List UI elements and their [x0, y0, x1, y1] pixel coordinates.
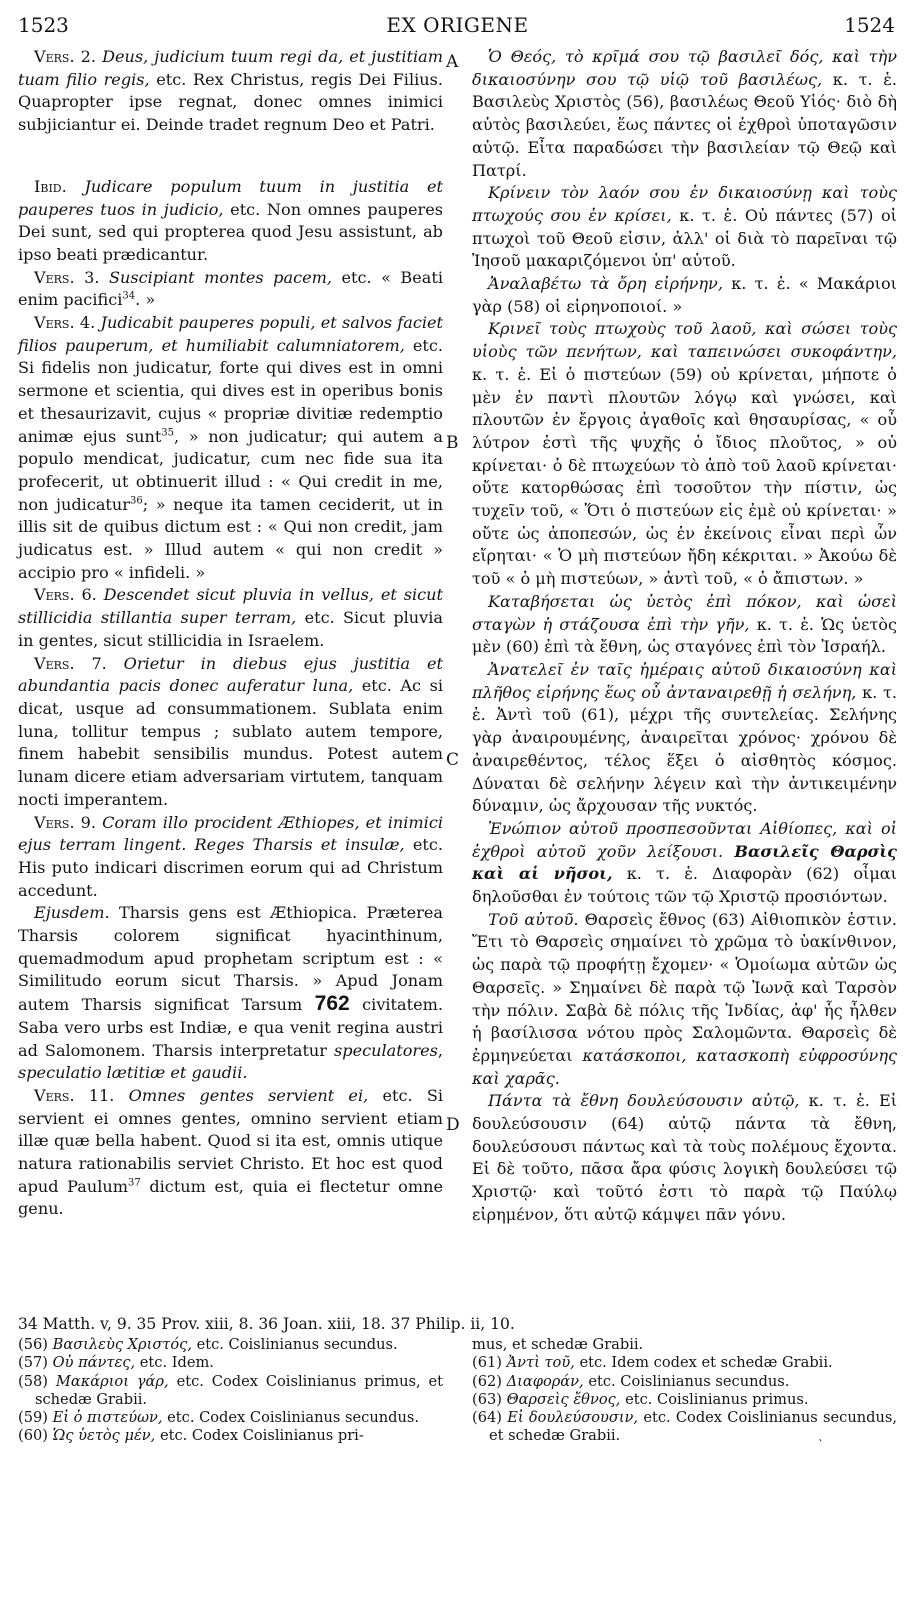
note-number: (61): [472, 1354, 502, 1372]
notes-right: [472, 1336, 897, 1446]
paragraph-text: κ. τ. ἑ. « Μακάριοι γὰρ (58) οἱ εἰρηνοποιοί. »: [472, 274, 897, 316]
latin-paragraph: [18, 584, 443, 652]
margin-letter-d: D: [446, 1115, 460, 1135]
paragraph-text: κ. τ. ἑ. Βασιλεὺς Χριστὸς (56), βασιλέως Θεοῦ Υἱός· διὸ δὴ αὐτὸς βασιλεύει, ἕως πάντες οἱ ἐχθροὶ ὑποταγῶσιν αὐτῷ. Εἶτα παραδώσει τὴν βασιλείαν τῷ Θεῷ καὶ Πατρί.: [472, 69, 897, 180]
verse-lemma: Descendet sicut pluvia in vellus, et sicut stillicidia stillantia super terram,: [18, 585, 443, 628]
inline-column-number: 762: [314, 992, 350, 1016]
paragraph-text: κ. τ. ἑ. Οὐ πάντες (57) οἱ πτωχοὶ τοῦ Θεοῦ εἰσιν, ἀλλ' οἱ διὰ τὸ παρεῖναι τῷ Ἰησοῦ μακαριζόμενοι ὑπ' αὐτοῦ.: [472, 205, 897, 271]
paragraph-text: , » non judicatur; qui autem a populo mendicat, judicatur, cum nec fide sua ita profecerit, ut obtinuerit illud : « Qui credit in me, non judicatur: [18, 426, 443, 514]
verse-label: Vers. 7.: [34, 653, 107, 673]
stray-mark: ˋ: [818, 1438, 824, 1452]
note-lemma: Μακάριοι γάρ,: [55, 1372, 169, 1390]
note-text: etc. Codex Coislinianus pri-: [159, 1427, 364, 1445]
verse-lemma: Coram illo procident Æthiopes, et inimici ejus terram lingent. Reges Tharsis et insulæ,: [18, 812, 443, 855]
latin-paragraph: [18, 902, 443, 1085]
page-number-right: 1524: [844, 13, 895, 37]
note-number: (64): [472, 1409, 502, 1427]
paragraph-text: etc. Non omnes pauperes Dei sunt, sed qui propterea quod Jesu assistunt, ab ipso beati prædicantur.: [18, 199, 443, 264]
note-lemma: Εἰ ὁ πιστεύων,: [52, 1409, 163, 1427]
margin-letter-c: C: [446, 750, 460, 770]
paragraph-italic: κατάσκοποι, κατασκοπὴ εὐφροσύνης καὶ χαρᾶς.: [472, 1045, 897, 1088]
verse-lemma: Καταβήσεται ὡς ὑετὸς ἐπὶ πόκον, καὶ ὡσεὶ σταγὼν ἡ στάζουσα ἐπὶ τὴν γῆν,: [472, 591, 897, 634]
paragraph-text: civitatem. Saba vero urbs est Indiæ, e qua venit regina austri ad Salomonem. Tharsis interpretatur: [18, 995, 443, 1060]
note-lemma: Οὐ πάντες,: [52, 1354, 136, 1372]
paragraph-text: etc. Ac si dicat, usque ad consummationem. Sublata enim luna, tollitur tempus ; sublato autem tempore, finem habebit sensibilis mundus. Potest autem lunam dicere etiam adversariam virtutem, tanquam nocti imperantem.: [18, 676, 443, 809]
verse-lemma: Judicare populum tuum in justitia et pauperes tuos in judicio,: [18, 176, 443, 219]
greek-paragraph: [472, 46, 897, 182]
paragraph-text: Tharsis gens est Æthiopica. Præterea Tharsis colorem significat hyacinthinum, quemadmodum apud prophetam scriptum est : « Similitudo eorum sicut Tharsis. » Apud Jonam autem Tharsis significat Tarsum: [18, 903, 443, 1015]
verse-label: Vers. 3.: [34, 267, 100, 287]
latin-paragraph: [18, 176, 443, 267]
verse-lemma: Κρίνειν τὸν λαόν σου ἐν δικαιοσύνῃ καὶ τοὺς πτωχούς σου ἐν κρίσει,: [472, 183, 897, 225]
footnote-ref: 36: [129, 495, 143, 507]
paragraph-text: ; » neque ita tamen ceciderit, ut in illis sit de quibus dictum est : « Qui non credit, jam judicatus est. » Illud autem « qui non credit » accipio pro « infideli. »: [18, 494, 443, 582]
verse-label: Vers. 9.: [34, 812, 97, 832]
note-text: etc. Idem.: [139, 1354, 214, 1372]
note-number: (63): [472, 1390, 502, 1408]
greek-paragraph: [472, 591, 897, 659]
verse-label: Ibid.: [34, 176, 67, 196]
verse-lemma: Ἐνώπιον αὐτοῦ προσπεσοῦνται Αἰθίοπες, καὶ οἱ ἐχθροὶ αὐτοῦ χοῦν λείξουσι.: [472, 818, 897, 861]
greek-paragraph: [472, 318, 897, 590]
paragraph-text: dictum est, quia ei flectetur omne genu.: [18, 1176, 443, 1219]
paragraph-text: etc. « Beati enim pacifici: [18, 267, 443, 310]
editorial-note: [472, 1373, 897, 1391]
verse-label: Vers. 6.: [34, 585, 97, 605]
greek-column: [472, 46, 897, 1227]
verse-lemma: Πάντα τὰ ἔθνη δουλεύσουσιν αὐτῷ,: [488, 1091, 800, 1111]
note-lemma: Βασιλεὺς Χριστός,: [52, 1336, 192, 1353]
paragraph-text: ,: [437, 1040, 443, 1060]
note-text: etc. Codex Coislinianus secundus, et schedæ Grabii.: [489, 1409, 897, 1445]
notes-left: [18, 1336, 443, 1446]
note-number: (56): [18, 1336, 48, 1353]
paragraph-text: etc. His puto indicari discrimen eorum qui ad Christum accedunt.: [18, 835, 443, 900]
verse-lemma: Ἀνατελεῖ ἐν ταῖς ἡμέραις αὐτοῦ δικαιοσύνη καὶ πλῆθος εἰρήνης ἕως οὗ ἀνταναιρεθῇ ἡ σελήνη,: [472, 659, 897, 702]
latin-paragraph: [18, 653, 443, 812]
editorial-note: [472, 1354, 897, 1372]
paragraph-text: κ. τ. ἑ. Ἀντὶ τοῦ (61), μέχρι τῆς συντελείας. Σελήνης γὰρ ἀναιρουμένης, ἀναιρεῖται χρόνος· χρόνου δὲ ἀναιρεθέντος, τέλος ἕξει ὁ αἰσθητὸς κόσμος. Δύναται δὲ σελήνην λέγειν καὶ τὴν ἀντικειμένην δύναμιν, ὡς ἄρχουσαν τῆς νυκτός.: [472, 682, 898, 816]
note-text: etc. Coislinianus secundus.: [196, 1336, 398, 1353]
note-text: etc. Codex Coislinianus primus, et schedæ Grabii.: [35, 1372, 444, 1408]
note-lemma: Ἀντὶ τοῦ,: [506, 1354, 575, 1372]
verse-lemma: Βασιλεῖς Θαρσὶς καὶ αἱ νῆσοι,: [472, 841, 897, 884]
paragraph-lead: Τοῦ αὐτοῦ.: [488, 909, 579, 929]
paragraph-italic: speculatio lætitiæ et gaudii.: [18, 1063, 248, 1083]
note-text: etc. Coislinianus primus.: [625, 1390, 809, 1408]
paragraph-text: Θαρσεὶς ἔθνος (63) Αἰθιοπικὸν ἐστιν. Ἔτι τὸ Θαρσεὶς σημαίνει τὸ χρῶμα τὸ ὑακίνθινον, ὡς παρὰ τῷ προφήτῃ ἔχομεν· « Ὁμοίωμα αὐτῶν ὡς Θαρσεῖς. » Σημαίνει δὲ παρὰ τῷ Ἰωνᾷ καὶ Ταρσὸν τὴν πόλιν. Σαβὰ δὲ πόλις τῆς Ἰνδίας, ἀφ' ἧς ἦλθεν ἡ βασίλισσα νότου πρὸς Σαλομῶντα. Θαρσεὶς δὲ ἑρμηνεύεται: [472, 909, 897, 1065]
latin-paragraph: [18, 312, 443, 584]
paragraph-italic: speculatores: [334, 1040, 438, 1060]
note-lemma: Εἰ δουλεύσουσιν,: [507, 1409, 639, 1427]
margin-letter-b: B: [446, 433, 459, 453]
editorial-note: [18, 1409, 443, 1427]
editorial-note: [18, 1336, 443, 1354]
paragraph-text: κ. τ. ἑ. Εἰ ὁ πιστεύων (59) οὐ κρίνεται, μήποτε ὁ μὲν ἐν παντὶ πλουτῶν λόγῳ καὶ γνώσει, καὶ πλουτῶν ἐν ἔργοις ἀγαθοῖς καὶ θησαυρίσας, « οὗ λύτρον ἐστὶ τῆς ψυχῆς ὁ ἴδιος πλοῦτος, » οὐ κρίνεται· ὁ δὲ πτωχεύων τὸ ἀπὸ τοῦ λαοῦ κρίνεται· οὔτε κατορθώσας ἐπὶ τοσοῦτον τὴν πίστιν, ὡς τυχεῖν τοῦ, « Ὅτι ὁ πιστεύων εἰς ἐμὲ οὐ κρίνεται· » οὔτε ὡς ἀποπεσών, ὡς ἐν ἐκείνοις εἶναι περὶ ὧν εἴρηται· « Ὁ μὴ πιστεύων ἤδη κέκριται. » Ἀκούω δὲ τοῦ « ὁ μὴ πιστεύων, » ἀντὶ τοῦ, « ὁ ἄπιστων. »: [472, 364, 897, 589]
footnote-ref: 35: [161, 427, 175, 439]
verse-lemma: Ὁ Θεός, τὸ κρῖμά σου τῷ βασιλεῖ δός, καὶ τὴν δικαιοσύνην σου τῷ υἱῷ τοῦ βασιλέως,: [472, 47, 897, 89]
editorial-note: [18, 1373, 443, 1410]
page-number-left: 1523: [18, 13, 69, 37]
note-lemma: Θαρσεὶς ἔθνος,: [506, 1390, 621, 1408]
greek-paragraph: [472, 182, 897, 273]
paragraph-text: κ. τ. ἑ. Διαφορὰν (62) οἶμαι δηλοῦσθαι ἐν τούτοις τῶν τῷ Χριστῷ προσιόντων.: [472, 864, 897, 907]
note-text: etc. Idem codex et schedæ Grabii.: [579, 1354, 833, 1372]
verse-lemma: Judicabit pauperes populi, et salvos faciet filios pauperum, et humiliabit calumniatorem,: [18, 313, 443, 355]
note-number: (59): [18, 1409, 48, 1427]
paragraph-text: etc. Si servient ei omnes gentes, omnino servient etiam illæ quæ bella habent. Quod si ita est, omnis utique natura rationabilis serviet Christo. Et hoc est quod apud Paulum: [18, 1085, 443, 1196]
verse-label: Vers. 11.: [34, 1085, 115, 1105]
note-number: (57): [18, 1354, 48, 1372]
verse-lemma: Deus, judicium tuum regi da, et justitiam tuam filio regis,: [18, 47, 443, 89]
running-title: EX ORIGENE: [386, 13, 529, 37]
paragraph-text: . »: [135, 290, 156, 310]
greek-paragraph: [472, 909, 897, 1091]
editorial-note: [472, 1409, 897, 1446]
verse-lemma: Omnes gentes servient ei,: [128, 1085, 369, 1105]
paragraph-lead: Ejusdem.: [34, 903, 110, 923]
paragraph-text: etc. Sicut pluvia in gentes, sicut stillicidia in Israelem.: [18, 608, 443, 650]
note-number: (58): [18, 1372, 48, 1390]
footnote-ref: 34: [122, 290, 136, 302]
note-lemma: Ὡς ὑετὸς μέν,: [52, 1427, 156, 1445]
note-text: etc. Codex Coislinianus secundus.: [167, 1409, 420, 1427]
note-continuation: mus, et schedæ Grabii.: [472, 1336, 644, 1353]
margin-letter-a: A: [446, 52, 459, 72]
paragraph-text: κ. τ. ἑ. Ὡς ὑετὸς μὲν (60) ἐπὶ τὰ ἔθνη, ὡς σταγόνες ἐπὶ τὸν Ἰσραήλ.: [472, 614, 897, 657]
latin-column: [18, 46, 443, 1221]
verse-lemma: Suscipiant montes pacem,: [108, 267, 332, 287]
note-number: (60): [18, 1427, 48, 1445]
verse-label: Vers. 4.: [34, 313, 96, 333]
footnote-references: 34 Matth. v, 9. 35 Prov. xiii, 8. 36 Joan. xiii, 18. 37 Philip. ii, 10.: [18, 1315, 515, 1333]
footnote-ref: 37: [128, 1177, 141, 1189]
note-lemma: Διαφοράν,: [506, 1372, 584, 1390]
paragraph-text: κ. τ. ἑ. Εἰ δουλεύσουσιν (64) αὐτῷ πάντα τὰ ἔθνη, δουλεύσουσι πάντως καὶ τὰ τοὺς πολέμους ἔχοντα. Εἰ δὲ τοῦτο, πᾶσα ἄρα φύσις λογικὴ δουλεύσει τῷ Χριστῷ· καὶ τοῦτό ἐστι τὸ παρὰ τῷ Παύλῳ εἰρημένον, ὅτι αὐτῷ κάμψει πᾶν γόνυ.: [472, 1091, 898, 1224]
greek-paragraph: [472, 659, 897, 818]
note-text: etc. Coislinianus secundus.: [588, 1372, 790, 1390]
latin-paragraph: [18, 812, 443, 903]
editorial-note: [18, 1354, 443, 1372]
greek-paragraph: [472, 818, 897, 909]
paragraph-text: etc. Rex Christus, regis Dei Filius. Quapropter ipse regnat, donec omnes inimici subjiciantur ei. Deinde tradet regnum Deo et Patri.: [18, 69, 443, 135]
note-number: (62): [472, 1372, 502, 1390]
verse-label: Vers. 2.: [34, 47, 96, 66]
verse-lemma: Ἀναλαβέτω τὰ ὄρη εἰρήνην,: [488, 274, 723, 294]
greek-paragraph: [472, 273, 897, 318]
editorial-note: [472, 1391, 897, 1409]
latin-paragraph: [18, 46, 443, 137]
greek-paragraph: [472, 1090, 897, 1226]
paragraph-text: etc. Si fidelis non judicatur, forte qui dives est in omni sermone et scientia, qui dives est in operibus bonis et thesaurizavit, cujus « propriæ divitiæ redemptio animæ ejus sunt: [18, 335, 443, 446]
editorial-note: [18, 1427, 443, 1445]
latin-paragraph: [18, 267, 443, 312]
verse-lemma: Κρινεῖ τοὺς πτωχοὺς τοῦ λαοῦ, καὶ σώσει τοὺς υἱοὺς τῶν πενήτων, καὶ ταπεινώσει συκοφάντην,: [472, 319, 897, 362]
verse-lemma: Orietur in diebus ejus justitia et abundantia pacis donec auferatur luna,: [18, 653, 443, 696]
latin-paragraph: [18, 1085, 443, 1221]
